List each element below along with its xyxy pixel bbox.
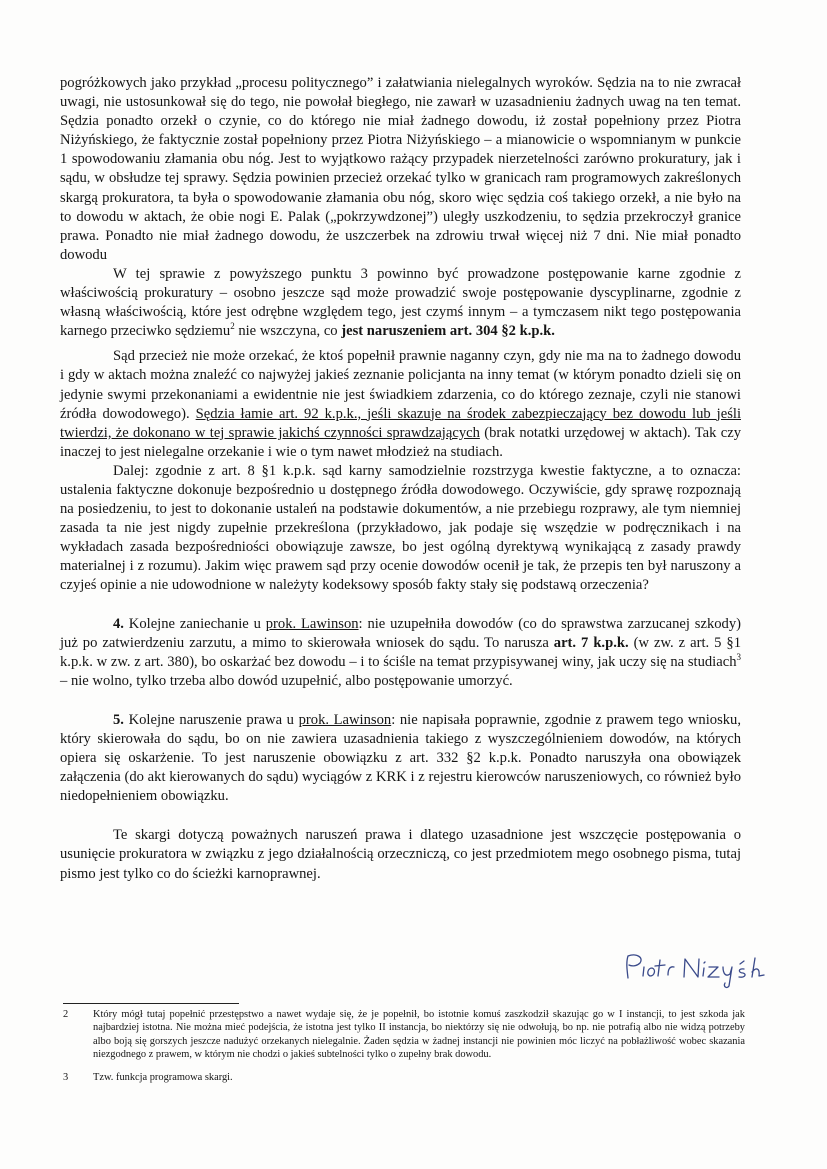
text-run: Kolejne naruszenie prawa u — [123, 711, 299, 728]
document-body — [60, 74, 741, 884]
text-run: Dalej: zgodnie z art. 8 §1 k.p.k. sąd karny samodzielnie rozstrzyga kwestie faktyczne, a to oznacza: ustalenia faktyczne dokonuje bezpośrednio u dostępnego źródła dowodowego. Oczywiście, gdy sprawę rozpoznają na posiedzeniu, to jest to dokonanie ustaleń na podstawie dokumentów, a nie przebiegu rozprawy, ale tym niemniej zasada ta nie jest nigdy zupełnie przekreślona (przykładowo, jak podaje się wszędzie w podręcznikach i na wykładach zasada bezpośredniości obowiązuje zawsze, bo jest ogólną dyrektywą wynikającą z zasady prawdy materialnej i z rozumu). Jakim więc prawem sąd przy ocenie dowodów ocenił je tak, że przepis ten był naruszony a czyjeś opinie a nie udowodnione w należyty kodeksowy sposób fakty stały się podstawą orzeczenia? — [60, 462, 741, 594]
text-run: Sąd przecież nie może orzekać, że ktoś popełnił prawnie naganny czyn, gdy nie ma na to żadnego dowodu i gdy w aktach można znaleźć co najwyżej jakieś zeznanie policjanta na inny temat (w którym ponadto dzieli się on jedynie swymi przekonaniami a ewidentnie nie jest świadkiem zdarzenia, co do którego zeznaje, czyli nie stanowi źródła dowodowego). — [60, 348, 741, 422]
point-number: 4. — [113, 615, 124, 632]
text-run: Te skargi dotyczą poważnych naruszeń prawa i dlatego uzasadnione jest wszczęcie postępowania o usunięcie prokuratora w związku z jego działalnością orzeczniczą, co jest przedmiotem mego osobnego pisma, tutaj pismo jest tylko co do ścieżki karnoprawnej. — [60, 827, 741, 882]
footnote-number: 2 — [63, 1009, 69, 1020]
footnote-text: Tzw. funkcja programowa skargi. — [93, 1071, 233, 1083]
handwritten-signature — [622, 950, 782, 990]
footnotes — [63, 1008, 745, 1093]
paragraph-continuation — [60, 74, 741, 265]
footnote-item — [63, 1071, 745, 1084]
point-number: 5. — [113, 711, 124, 728]
text-run: – nie wolno, tylko trzeba albo dowód uzupełnić, albo postępowanie umorzyć. — [60, 672, 513, 689]
text-run: nie wszczyna, co — [234, 323, 342, 340]
bold-citation: jest naruszeniem art. 304 §2 k.p.k. — [341, 323, 555, 340]
footnote-separator — [63, 1003, 239, 1004]
underlined-name: prok. Lawinson — [298, 711, 392, 728]
footnote-text: Który mógł tutaj popełnić przestępstwo a nawet wydaje się, że je popełnił, bo istotnie komuś zaszkodził skazując go w I instancji, to jest szkoda jak najbardziej istotna. Nie można mieć podejścia, że istotna jest tylko II instancja, bo niektórzy się nie odwołują, bo np. nie potrafią albo nie widzą potrzeby albo boją się gorszych jeszcze nadużyć orzekanych nielegalnie. Żaden sędzia w żadnej instancji nie powinien móc liczyć na pobłażliwość wobec skazania niezgodnego z prawem, w którym nie chodzi o jakieś subtelności tylko o zupełny brak dowodu. — [93, 1009, 745, 1061]
underlined-name: prok. Lawinson — [265, 615, 359, 632]
footnote-ref-2[interactable]: 2 — [230, 321, 235, 332]
text-run: (brak notatki urzędowej w aktach). Tak czy inaczej to jest nielegalne orzekanie i wie o tym nawet młodzież na studiach. — [60, 424, 741, 460]
paragraph-conclusion — [60, 826, 741, 883]
paragraph-criminal-proceedings — [60, 265, 741, 341]
underlined-text: Sędzia łamie art. 92 k.p.k., jeśli skazuje na środek zabezpieczający bez dowodu lub jeśli twierdzi, że dokonano w tej sprawie jakichś czynności sprawdzających — [60, 405, 741, 441]
text-run: : nie napisała poprawnie, zgodnie z prawem tego wniosku, który skierowała do sądu, bo on nie zawiera uzasadnienia takiego z wyszczególnieniem dowodów, na których opiera się oskarżenie. To jest naruszenie obowiązku z art. 332 §2 k.p.k. Ponadto naruszyła ona obowiązek załączenia (do akt kierowanych do sądu) wyciągów z KRK i z rejestru kierowców naruszeniowych, co również było niedopełnieniem obowiązku. — [60, 711, 742, 805]
paragraph-directness-principle — [60, 462, 741, 596]
footnote-item — [63, 1008, 745, 1062]
footnote-number: 3 — [63, 1071, 69, 1083]
text-run: W tej sprawie z powyższego punktu 3 powinno być prowadzone postępowanie karne zgodnie z właściwością prokuratury – osobno jeszcze sąd może prowadzić swoje postępowanie dyscyplinarne, zgodnie z własną właściwością, które jest odrębne względem tego, jest czymś innym – a tymczasem nikt tego postępowania karnego przeciwko sędziemu — [60, 265, 741, 340]
text-run: : nie uzupełniła dowodów (co do sprawstwa zarzucanej szkody) już po zatwierdzeniu zarzutu, a mimo to skierowała wniosek do sądu. To narusza — [60, 615, 742, 651]
paragraph-point-4 — [60, 615, 741, 691]
paragraph-no-evidence — [60, 347, 741, 462]
footnote-ref-3[interactable]: 3 — [736, 651, 741, 662]
bold-citation: art. 7 k.p.k. — [553, 634, 629, 651]
text-run: pogróżkowych jako przykład „procesu politycznego” i załatwiania nielegalnych wyroków. Sędzia na to nie zwracał uwagi, nie ustosunkował się do tego, nie powołał biegłego, nie zawarł w uzasadnieniu żadnych uwag na ten temat. Sędzia ponadto orzekł o czynie, co do którego nie miał żadnego dowodu, iż został popełniony przez Piotra Niżyńskiego, że faktycznie został popełniony przez Piotra Niżyńskiego – a mianowicie o wspomnianym w punkcie 1 spowodowaniu złamania obu nóg. Jest to wyjątkowo rażący przypadek nierzetelności zarówno prokuratury, jak i sądu, w obsłudze tej sprawy. Sędzia powinien przecież orzekać tylko w granicach ram programowych zakreślonych skargą prokuratora, ta była o spowodowanie złamania obu nóg, skoro więc sędzia coś takiego orzekł, a nie było na to dowodu w aktach, że obie nogi E. Palak („pokrzywdzonej”) uległy uszkodzeniu, to sędzia przekroczył granice prawa. Ponadto nie miał żadnego dowodu, że uszczerbek na zdrowiu trwał więcej niż 7 dni. Nie miał ponadto dowodu — [60, 75, 741, 263]
text-run: (w zw. z art. 5 §1 k.p.k. w zw. z art. 380), bo oskarżać bez dowodu – i to ściśle na temat przypisywanej winy, jak uczy się na studiach — [60, 634, 741, 670]
paragraph-point-5 — [60, 711, 741, 806]
text-run: Kolejne zaniechanie u — [123, 615, 266, 632]
